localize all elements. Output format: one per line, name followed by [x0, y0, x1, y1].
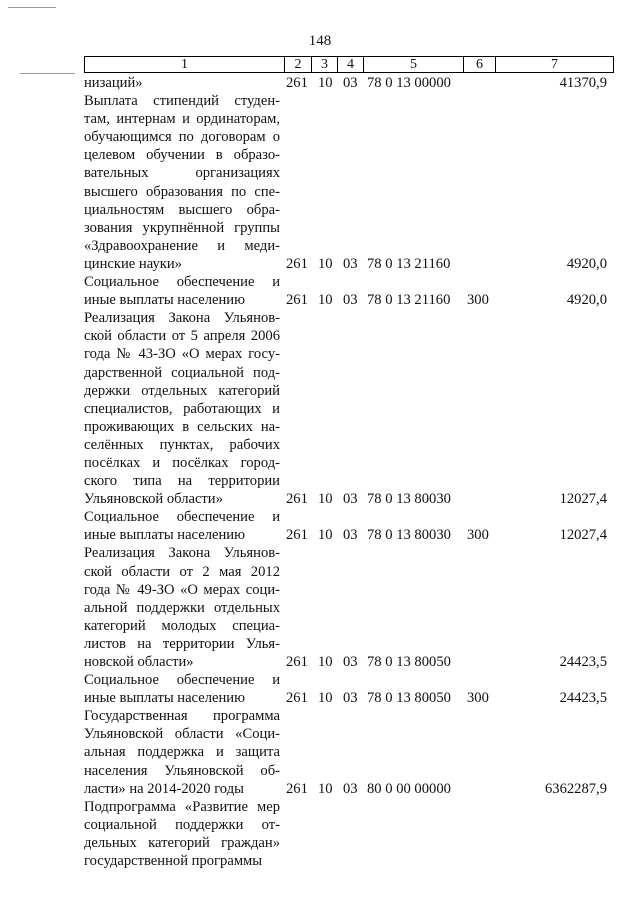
description-line: иные выплаты населению [84, 527, 245, 544]
amount-cell: 24423,5 [559, 654, 607, 670]
section-cell: 10 [318, 75, 333, 91]
description-line: социальной поддержки от- [84, 816, 280, 833]
section-cell: 10 [318, 255, 333, 272]
admin-code-cell: 261 [286, 75, 308, 91]
row-description [84, 92, 280, 273]
amount-cell: 4920,0 [566, 255, 607, 272]
description-line: специалистов, работающих и [84, 400, 280, 417]
row-description [84, 309, 280, 508]
header-col-5: 5 [363, 57, 463, 72]
table-row [0, 508, 640, 544]
target-article-cell: 78 0 13 80030 [367, 491, 451, 508]
subsection-cell: 03 [343, 75, 358, 91]
description-line: государственной программы [84, 853, 263, 870]
amount-cell: 4920,0 [566, 292, 607, 309]
description-line: года № 49-ЗО «О мерах соци- [84, 581, 280, 598]
description-line: Ульяновской области» [84, 491, 223, 508]
row-codes [0, 255, 640, 273]
description-line: категорий молодых специа- [84, 617, 280, 634]
subsection-cell: 03 [343, 654, 358, 670]
subsection-cell: 03 [343, 527, 358, 544]
amount-cell: 24423,5 [559, 690, 607, 707]
amount-cell: 6362287,9 [544, 780, 607, 797]
description-line: Социальное обеспечение и [84, 274, 280, 291]
description-line: Подпрограмма «Развитие мер [84, 798, 280, 815]
header-col-3: 3 [311, 57, 337, 72]
description-line: ской области от 5 апреля 2006 [84, 328, 280, 345]
description-line: цинские науки» [84, 255, 182, 272]
amount-cell: 12027,4 [559, 491, 607, 508]
description-line: Ульяновской области «Соци- [84, 726, 280, 743]
amount-cell: 12027,4 [559, 527, 607, 544]
description-line: населения Ульяновской об- [84, 762, 280, 779]
description-line: селённых пунктах, рабочих [84, 436, 280, 453]
row-codes [0, 689, 640, 707]
description-line: держки отдельных категорий [84, 382, 280, 399]
description-line: иные выплаты населению [84, 690, 245, 707]
description-line: Социальное обеспечение и [84, 509, 280, 526]
row-codes [0, 74, 640, 92]
description-line: альной поддержки отдельных [84, 599, 280, 616]
row-codes [0, 852, 640, 870]
table-row [0, 798, 640, 870]
row-codes [0, 780, 640, 798]
description-line: высшего образования по спе- [84, 183, 280, 200]
expense-type-cell: 300 [467, 527, 489, 544]
section-cell: 10 [318, 292, 333, 309]
target-article-cell: 78 0 13 00000 [367, 75, 451, 91]
row-codes [0, 653, 640, 671]
admin-code-cell: 261 [286, 491, 308, 508]
table-header [84, 56, 614, 73]
table-row [0, 74, 640, 92]
section-cell: 10 [318, 654, 333, 670]
row-codes [0, 291, 640, 309]
description-line: дарственной социальной под- [84, 364, 280, 381]
description-line: новской области» [84, 654, 194, 670]
header-col-6: 6 [463, 57, 495, 72]
table-row [0, 671, 640, 707]
admin-code-cell: 261 [286, 292, 308, 309]
target-article-cell: 78 0 13 21160 [367, 292, 451, 309]
budget-table-body [0, 74, 640, 870]
description-line: Реализация Закона Ульянов- [84, 310, 280, 327]
description-line: дельных категорий граждан» [84, 834, 280, 851]
description-line: зования укрупнённой группы [84, 219, 280, 236]
table-row [0, 309, 640, 508]
description-line: циальностям высшего обра- [84, 201, 280, 218]
page-number: 148 [308, 33, 332, 49]
target-article-cell: 78 0 13 80050 [367, 654, 451, 670]
admin-code-cell: 261 [286, 690, 308, 707]
target-article-cell: 78 0 13 21160 [367, 255, 451, 272]
header-col-7: 7 [495, 57, 613, 72]
subsection-cell: 03 [343, 491, 358, 508]
description-line: листов на территории Улья- [84, 635, 280, 652]
description-line: альная поддержка и защита [84, 744, 280, 761]
description-line: Выплата стипендий студен- [84, 93, 280, 110]
description-line: Социальное обеспечение и [84, 672, 280, 689]
expense-type-cell: 300 [467, 292, 489, 309]
target-article-cell: 78 0 13 80050 [367, 690, 451, 707]
table-row [0, 707, 640, 797]
admin-code-cell: 261 [286, 654, 308, 670]
description-line: проживающих в сельских на- [84, 418, 280, 435]
description-line: посёлках и посёлках город- [84, 454, 280, 471]
description-line: там, интернам и ординаторам, [84, 111, 280, 128]
section-cell: 10 [318, 690, 333, 707]
subsection-cell: 03 [343, 292, 358, 309]
target-article-cell: 80 0 00 00000 [367, 780, 451, 797]
expense-type-cell: 300 [467, 690, 489, 707]
admin-code-cell: 261 [286, 780, 308, 797]
subsection-cell: 03 [343, 690, 358, 707]
subsection-cell: 03 [343, 780, 358, 797]
row-codes [0, 526, 640, 544]
header-col-1: 1 [181, 57, 188, 72]
description-line: Государственная программа [84, 708, 280, 725]
row-codes [0, 490, 640, 508]
section-cell: 10 [318, 780, 333, 797]
table-row [0, 273, 640, 309]
description-line: ласти» на 2014-2020 годы [84, 780, 244, 797]
description-line: Реализация Закона Ульянов- [84, 545, 280, 562]
description-line: обучающимся по договорам о [84, 129, 280, 146]
amount-cell: 41370,9 [559, 75, 607, 91]
description-line: целевом обучении в образо- [84, 147, 280, 164]
subsection-cell: 03 [343, 255, 358, 272]
section-cell: 10 [318, 491, 333, 508]
description-line: низаций» [84, 75, 143, 91]
target-article-cell: 78 0 13 80030 [367, 527, 451, 544]
description-line: вательных организациях [84, 165, 280, 182]
description-line: ской области от 2 мая 2012 [84, 563, 280, 580]
section-cell: 10 [318, 527, 333, 544]
header-col-4: 4 [337, 57, 363, 72]
description-line: иные выплаты населению [84, 292, 245, 309]
description-line: года № 43-ЗО «О мерах госу- [84, 346, 280, 363]
table-row [0, 544, 640, 671]
scan-artifact-top-left [8, 7, 56, 8]
header-col-2: 2 [284, 57, 311, 72]
admin-code-cell: 261 [286, 527, 308, 544]
admin-code-cell: 261 [286, 255, 308, 272]
description-line: «Здравоохранение и меди- [84, 237, 280, 254]
table-row [0, 92, 640, 273]
description-line: ского типа на территории [84, 473, 280, 490]
